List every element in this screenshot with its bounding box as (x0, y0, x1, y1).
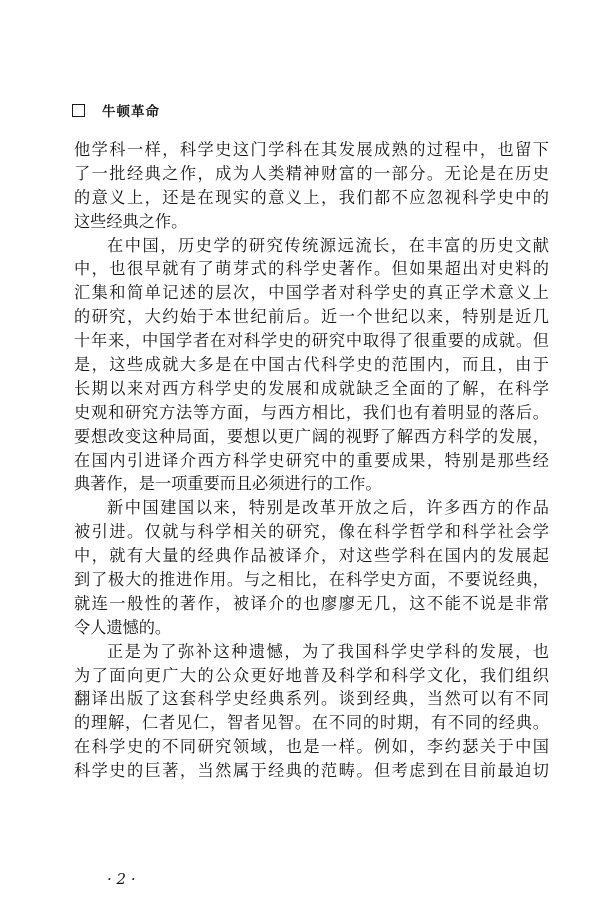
text-line: 要想改变这种局面，要想以更广阔的视野了解西方科学的发展， (74, 426, 549, 446)
text-line: 科学史的巨著，当然属于经典的范畴。但考虑到在目前最迫切 (74, 761, 549, 781)
text-line: 的研究，大约始于本世纪前后。近一个世纪以来，特别是近几 (74, 307, 549, 327)
text-line: 在国内引进译介西方科学史研究中的重要成果，特别是那些经 (74, 450, 549, 470)
text-line: 他学科一样，科学史这门学科在其发展成熟的过程中，也留下 (74, 140, 549, 159)
text-line: 的意义上，还是在现实的意义上，我们都不应忽视科学史中的 (74, 187, 549, 207)
running-header (72, 100, 160, 120)
page-number: · 2 · (107, 870, 136, 888)
text-line: 中，也很早就有了萌芽式的科学史著作。但如果超出对史料的 (74, 259, 549, 279)
text-line: 中，就有大量的经典作品被译介，对这些学科在国内的发展起 (74, 546, 549, 566)
text-line: 正是为了弥补这种遗憾，为了我国科学史学科的发展，也 (107, 641, 549, 661)
text-line: 汇集和简单记述的层次，中国学者对科学史的真正学术意义上 (74, 283, 549, 303)
text-line: 了一批经典之作，成为人类精神财富的一部分。无论是在历史 (74, 163, 549, 183)
text-line: 这些经典之作。 (74, 211, 188, 231)
text-line: 翻译出版了这套科学史经典系列。谈到经典，当然可以有不同 (74, 689, 549, 709)
text-line: 是，这些成就大多是在中国古代科学史的范围内，而且，由于 (74, 355, 549, 375)
text-line: 被引进。仅就与科学相关的研究，像在科学哲学和科学社会学 (74, 522, 549, 542)
text-line: 令人遗憾的。 (74, 617, 172, 637)
running-header-title: 牛顿革命 (102, 104, 160, 120)
text-line: 的理解，仁者见仁，智者见智。在不同的时期，有不同的经典。 (74, 713, 549, 733)
text-line: 新中国建国以来，特别是改革开放之后，许多西方的作品 (107, 498, 549, 518)
text-line: 在科学史的不同研究领域，也是一样。例如，李约瑟关于中国 (74, 737, 549, 757)
text-line: 典著作，是一项重要而且必须进行的工作。 (74, 474, 382, 494)
text-line: 长期以来对西方科学史的发展和成就缺乏全面的了解，在科学 (74, 378, 549, 398)
header-square-icon (72, 104, 85, 117)
text-line: 史观和研究方法等方面，与西方相比，我们也有着明显的落后。 (74, 402, 549, 422)
text-line: 到了极大的推进作用。与之相比，在科学史方面，不要说经典， (74, 570, 549, 590)
text-line: 在中国，历史学的研究传统源远流长，在丰富的历史文献 (107, 235, 549, 255)
body-text (74, 138, 549, 783)
text-line: 为了面向更广大的公众更好地普及科学和科学文化，我们组织 (74, 665, 549, 685)
text-line: 就连一般性的著作，被译介的也廖廖无几，这不能不说是非常 (74, 593, 549, 613)
text-line: 十年来，中国学者在对科学史的研究中取得了很重要的成就。但 (74, 331, 549, 351)
